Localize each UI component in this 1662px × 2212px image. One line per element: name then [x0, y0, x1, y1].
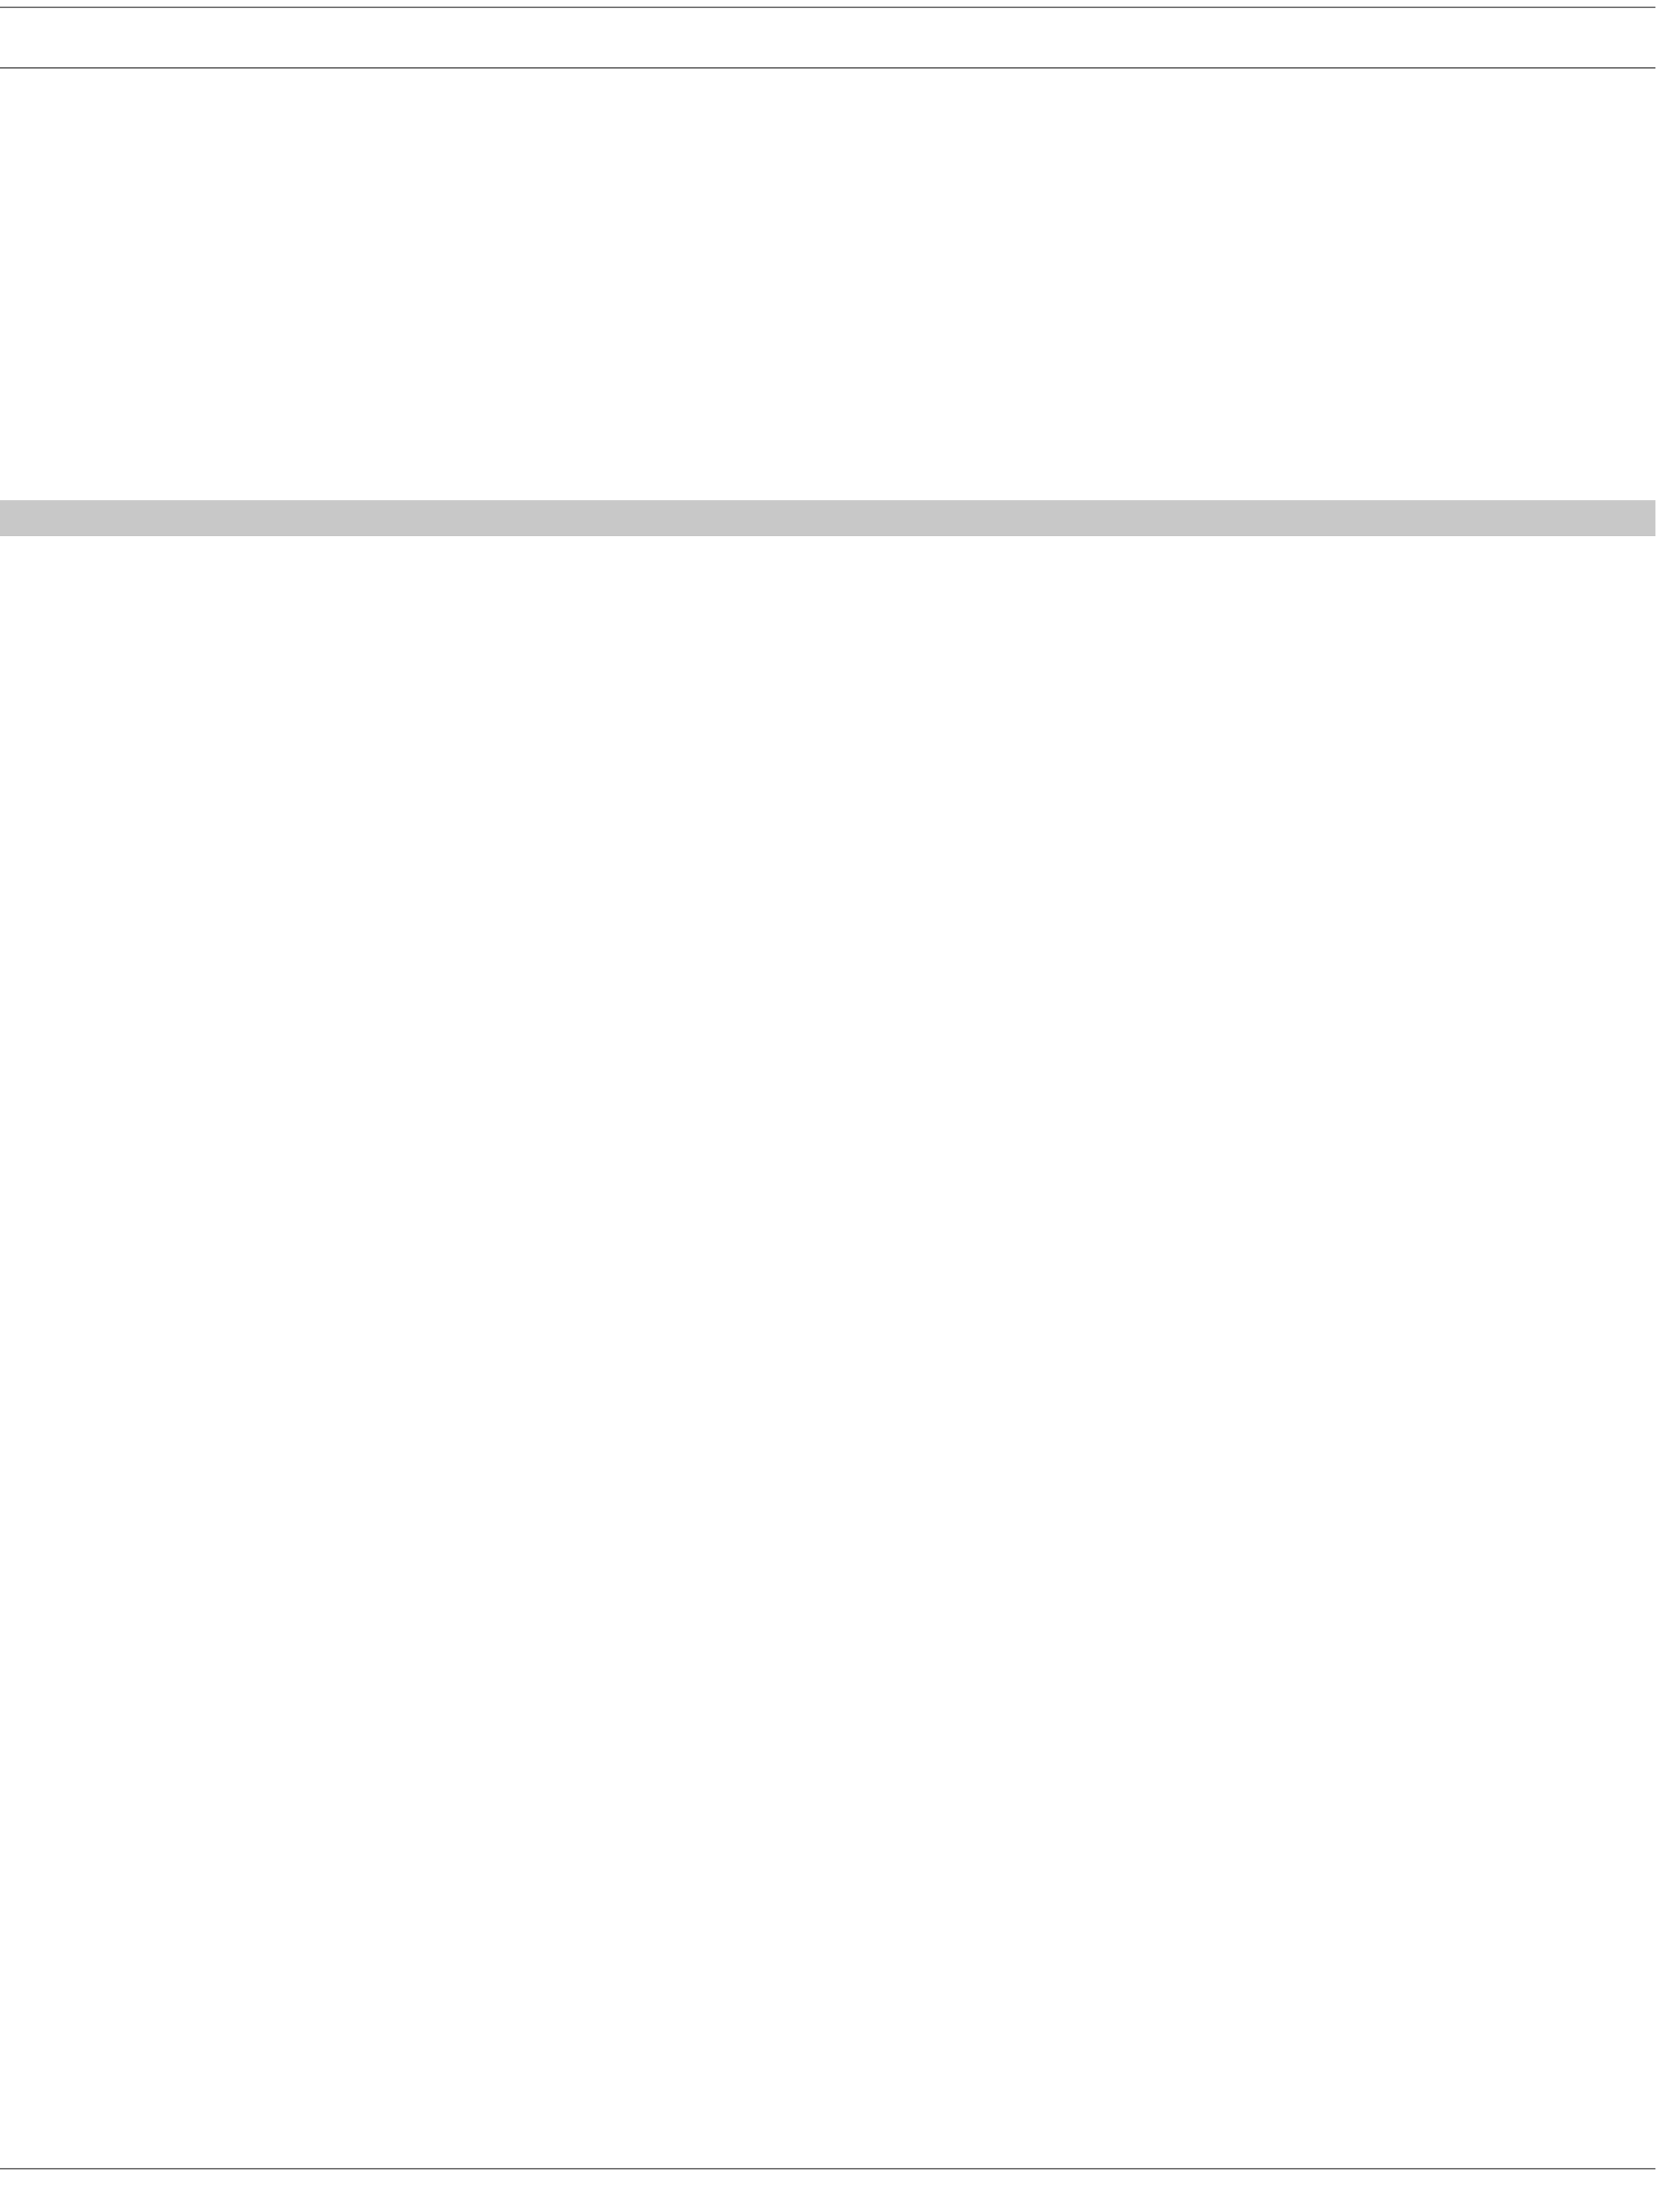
vectors-header-row [0, 2001, 1655, 2032]
table-header-row [0, 21, 1655, 52]
header-rule [0, 67, 1655, 69]
bacth-header-row [0, 542, 1655, 573]
table-top-rule [0, 7, 1655, 8]
bacth-section-band [0, 500, 1655, 536]
table-bottom-rule [0, 2168, 1655, 2169]
